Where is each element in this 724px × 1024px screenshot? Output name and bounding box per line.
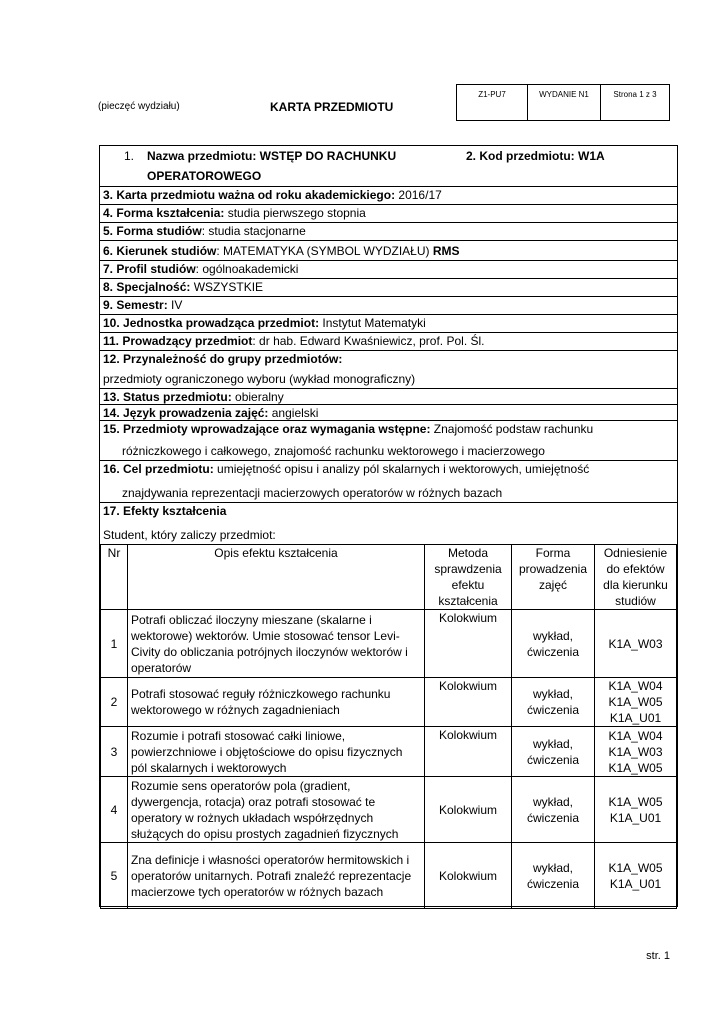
edition-code: WYDANIE N1: [528, 85, 601, 121]
field-semester: 9. Semestr: IV: [100, 296, 677, 314]
field-course-group: 12. Przynależność do grupy przedmiotów: przedmioty ograniczonego wyboru (wykład monograficzny): [100, 350, 677, 388]
header-nr: Nr: [101, 545, 128, 610]
course-name-label: Nazwa przedmiotu: WSTĘP DO RACHUNKU: [147, 149, 397, 163]
page-title: KARTA PRZEDMIOTU: [270, 100, 394, 114]
document-code-table: [456, 84, 670, 121]
header-method: Metoda sprawdzenia efektu kształcenia: [425, 545, 512, 610]
header-reference: Odniesienie do efektów dla kierunku studiów: [595, 545, 677, 610]
field-valid-year: 3. Karta przedmiotu ważna od roku akademickiego: 2016/17: [100, 186, 677, 204]
field-specialty: 8. Specjalność: WSZYSTKIE: [100, 278, 677, 296]
field-lecturer: 11. Prowadzący przedmiot: dr hab. Edward Kwaśniewicz, prof. Pol. Śl.: [100, 332, 677, 350]
header-form: Forma prowadzenia zajęć: [512, 545, 595, 610]
field-profile: 7. Profil studiów: ogólnoakademicki: [100, 260, 677, 278]
course-card-frame: [99, 145, 678, 907]
field-language: 14. Język prowadzenia zajęć: angielski: [100, 404, 677, 420]
field-objective: 16. Cel przedmiotu: umiejętność opisu i analizy pól skalarnych i wektorowych, umiejętność znajdywania reprezentacji macierzowych operatorów w różnych bazach: [100, 460, 677, 502]
table-row: 3 Rozumie i potrafi stosować całki liniowe, powierzchniowe i objętościowe do opisu fizycznych pól skalarnych i wektorowych Kolokwium wykład, ćwiczenia K1A_W04 K1A_W03 K1A_W05: [101, 727, 677, 777]
field-status: 13. Status przedmiotu: obieralny: [100, 388, 677, 404]
field-education-form: 4. Forma kształcenia: studia pierwszego stopnia: [100, 204, 677, 222]
page-number: str. 1: [646, 950, 670, 962]
form-code: Z1-PU7: [457, 85, 528, 121]
header-description: Opis efektu kształcenia: [128, 545, 425, 610]
field-unit: 10. Jednostka prowadząca przedmiot: Instytut Matematyki: [100, 314, 677, 332]
course-name-continued: OPERATOROWEGO: [147, 169, 262, 183]
table-row: 1 Potrafi obliczać iloczyny mieszane (skalarne i wektorowe) wektorów. Umie stosować tensor Levi-Civity do obliczania potrójnych iloczynów wektorów i operatorów Kolokwium wykład, ćwiczenia K1A_W03: [101, 610, 677, 678]
field-number: 1.: [124, 149, 135, 163]
effects-table: [100, 544, 677, 909]
field-major: 6. Kierunek studiów: MATEMATYKA (SYMBOL WYDZIAŁU) RMS: [100, 240, 677, 260]
faculty-stamp-label: (pieczęć wydziału): [98, 101, 180, 112]
field-prerequisites: 15. Przedmioty wprowadzające oraz wymagania wstępne: Znajomość podstaw rachunku różniczkowego i całkowego, znajomość rachunku wektorowego i macierzowego: [100, 420, 677, 460]
course-code-label: 2. Kod przedmiotu: W1A: [466, 149, 605, 163]
field-study-form: 5. Forma studiów: studia stacjonarne: [100, 222, 677, 240]
page-counter: Strona 1 z 3: [601, 85, 670, 121]
field-learning-outcomes: 17. Efekty kształcenia Student, który zaliczy przedmiot:: [100, 502, 677, 544]
table-row: 5 Zna definicje i własności operatorów hermitowskich i operatorów unitarnych. Potrafi znaleźć reprezentacje macierzowe tych operatorów w różnych bazach Kolokwium wykład, ćwiczenia K1A_W05 K1A_U01: [101, 843, 677, 909]
table-row: 2 Potrafi stosować reguły różniczkowego rachunku wektorowego w różnych zagadnieniach Kolokwium wykład, ćwiczenia K1A_W04 K1A_W05 K1A_U01: [101, 678, 677, 727]
table-row: 4 Rozumie sens operatorów pola (gradient, dywergencja, rotacja) oraz potrafi stosować te operatory w rożnych układach współrzędnych służących do opisu prostych zagadnień fizycznych Kolokwium wykład, ćwiczenia K1A_W05 K1A_U01: [101, 777, 677, 843]
field-course-name: [100, 146, 677, 186]
